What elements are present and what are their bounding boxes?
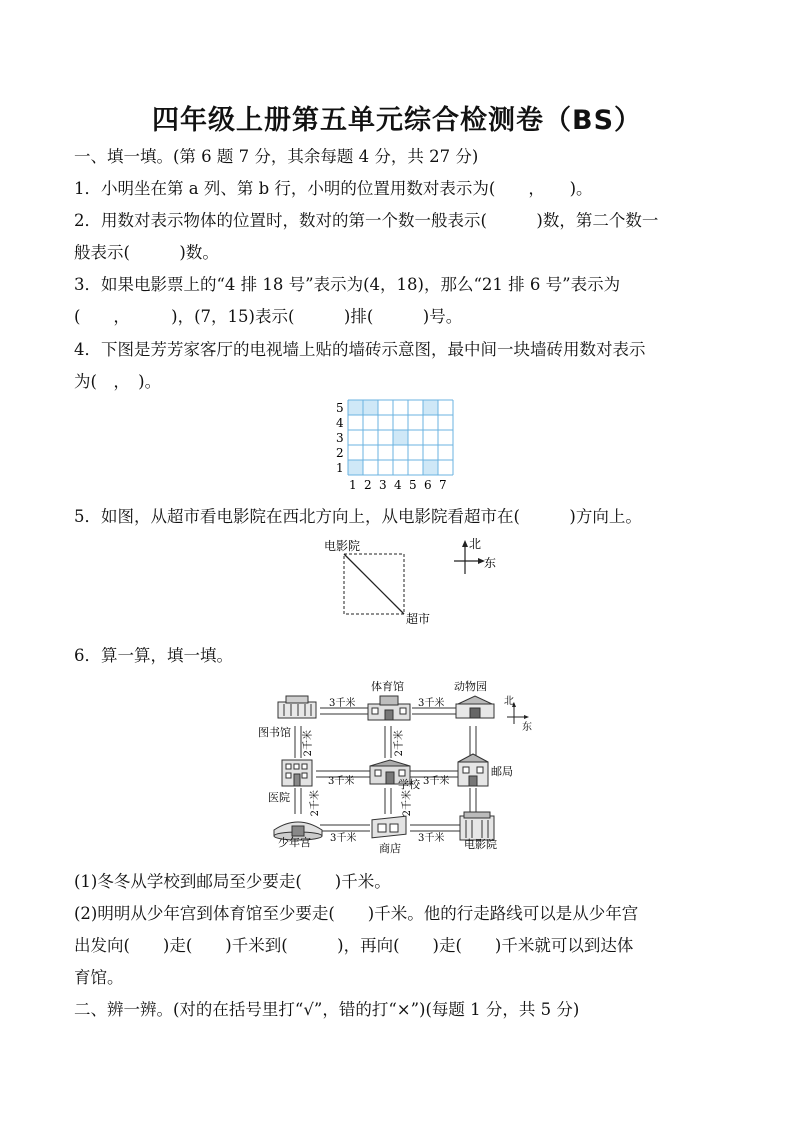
question-4-line1: 4．下图是芳芳家客厅的电视墙上贴的墙砖示意图，最中间一块墙砖用数对表示 (74, 340, 646, 359)
question-4-line2: 为( ， )。 (74, 372, 162, 391)
x-axis-tick-label: 7 (439, 478, 447, 492)
question-3-line1: 3．如果电影票上的“4 排 18 号”表示为(4，18)，那么“21 排 6 号”表示为 (74, 275, 621, 294)
label-post-office: 邮局 (491, 765, 513, 778)
label-cinema: 电影院 (464, 838, 497, 851)
y-axis-tick-label: 4 (336, 416, 344, 430)
y-axis-tick-label: 5 (336, 401, 344, 415)
x-axis-tick-label: 6 (424, 478, 432, 492)
question-6-part2-line1: (2)明明从少年宫到体育馆至少要走( )千米。他的行走路线可以是从少年宫 (74, 904, 639, 923)
shaded-tile (348, 460, 363, 475)
label-hospital: 医院 (268, 791, 290, 804)
hospital-building-icon (282, 760, 312, 786)
gym-building-icon (368, 696, 410, 720)
north-arrow-icon (462, 540, 468, 547)
shaded-tile (363, 400, 378, 415)
zoo-building-icon (456, 696, 494, 718)
question-2-line1: 2．用数对表示物体的位置时，数对的第一个数一般表示( )数，第二个数一 (74, 211, 659, 230)
direction-figure (318, 534, 508, 630)
dist-hosp-youth: 2千米 (310, 790, 321, 817)
dist-gym-zoo: 3千米 (418, 698, 445, 709)
dist-shop-cinema: 3千米 (418, 833, 445, 844)
map-east-arrow-icon (524, 715, 529, 719)
post-office-building-icon (458, 754, 488, 786)
shaded-tile (423, 460, 438, 475)
question-6-part2-line2: 出发向( )走( )千米到( )，再向( )走( )千米就可以到达体 (74, 936, 634, 955)
x-axis-tick-label: 3 (379, 478, 387, 492)
north-label: 北 (469, 537, 482, 551)
y-axis-tick-label: 2 (336, 446, 344, 460)
section2-heading: 二、辨一辨。(对的在括号里打“√”，错的打“×”)(每题 1 分，共 5 分) (74, 1000, 580, 1019)
label-library: 图书馆 (258, 726, 291, 739)
cinema-label: 电影院 (324, 539, 361, 553)
tile-grid-figure (330, 396, 465, 494)
label-shop: 商店 (379, 842, 401, 855)
dist-school-shop: 2千米 (402, 790, 413, 817)
diagonal-line (344, 554, 404, 614)
question-6-part2-line3: 育馆。 (74, 968, 124, 987)
dist-school-post: 3千米 (423, 776, 450, 787)
section1-heading: 一、填一填。(第 6 题 7 分，其余每题 4 分，共 27 分) (74, 147, 479, 166)
x-axis-tick-label: 5 (409, 478, 417, 492)
page-title: 四年级上册第五单元综合检测卷（BS） (151, 105, 643, 136)
shaded-tile (423, 400, 438, 415)
dist-lib-hosp: 2千米 (303, 730, 314, 757)
library-building-icon (278, 696, 316, 718)
x-axis-tick-label: 1 (349, 478, 357, 492)
dist-hosp-school: 3千米 (328, 776, 355, 787)
map-north-label: 北 (504, 696, 514, 707)
market-label: 超市 (406, 612, 431, 626)
label-youth-palace: 少年宫 (278, 836, 311, 849)
question-6-part1: (1)冬冬从学校到邮局至少要走( )千米。 (74, 872, 391, 891)
east-label: 东 (484, 556, 497, 570)
map-east-label: 东 (522, 722, 532, 733)
dist-gym-school: 2千米 (394, 730, 405, 757)
shop-building-icon (372, 816, 406, 838)
dist-youth-shop: 3千米 (330, 833, 357, 844)
question-6: 6．算一算，填一填。 (74, 646, 233, 665)
shaded-tile (348, 400, 363, 415)
question-1: 1．小明坐在第 a 列、第 b 行，小明的位置用数对表示为( ， )。 (74, 179, 593, 198)
question-3-line2: ( ， )，(7，15)表示( )排( )号。 (74, 307, 463, 326)
x-axis-tick-label: 4 (394, 478, 402, 492)
question-5: 5．如图，从超市看电影院在西北方向上，从电影院看超市在( )方向上。 (74, 507, 642, 526)
x-axis-tick-label: 2 (364, 478, 372, 492)
y-axis-tick-label: 1 (336, 461, 344, 475)
cinema-building-icon (460, 812, 494, 840)
label-gym: 体育馆 (371, 680, 404, 693)
shaded-tile (393, 430, 408, 445)
dist-lib-gym: 3千米 (329, 698, 356, 709)
city-map-figure (250, 676, 550, 856)
y-axis-tick-label: 3 (336, 431, 344, 445)
label-school: 学校 (398, 778, 420, 791)
label-zoo: 动物园 (454, 680, 487, 693)
question-2-line2: 般表示( )数。 (74, 243, 219, 262)
